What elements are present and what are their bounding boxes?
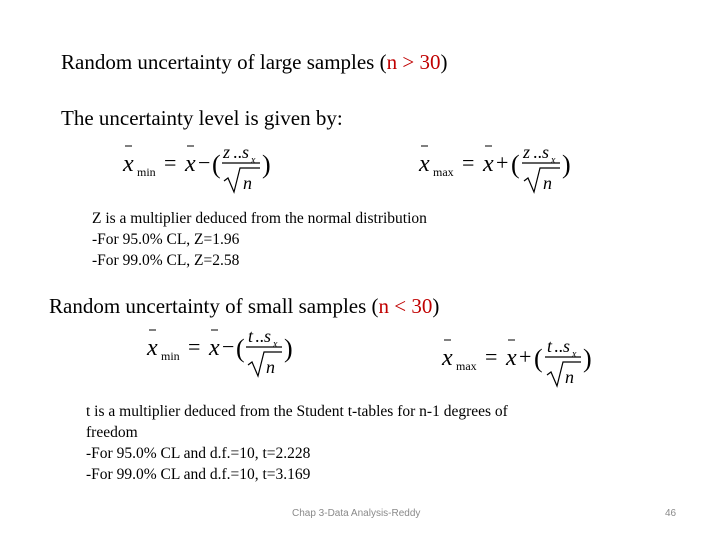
formula-x: x (123, 151, 134, 177)
formula-dots: .. (554, 336, 563, 356)
formula-s: s (542, 142, 550, 162)
formula-xbar: x (185, 151, 196, 177)
formula-n: n (243, 173, 252, 193)
note-line: -For 95.0% CL and d.f.=10, t=2.228 (86, 445, 311, 462)
heading-condition: n < 30 (378, 294, 433, 318)
formula-equals: = (485, 344, 498, 369)
formula-s-sub: x (251, 155, 256, 166)
formula-large-min (118, 136, 293, 198)
formula-s: s (264, 326, 272, 346)
note-line: -For 95.0% CL, Z=1.96 (92, 231, 240, 248)
formula-multiplier: z (523, 142, 531, 162)
heading-prefix: Random uncertainty of large samples ( (61, 50, 387, 74)
large-samples-heading (61, 52, 447, 73)
formula-open-paren: ( (212, 150, 221, 179)
heading-suffix: ) (440, 50, 448, 74)
formula-n: n (543, 173, 552, 193)
formula-operator: − (198, 150, 211, 175)
formula-close-paren: ) (262, 150, 271, 179)
formula-close-paren: ) (284, 334, 293, 363)
formula-n: n (266, 357, 275, 377)
formula-s: s (242, 142, 250, 162)
formula-multiplier: z (223, 142, 231, 162)
page-number: 46 (665, 508, 677, 519)
uncertainty-level-text: The uncertainty level is given by: (61, 106, 343, 130)
note-line: t is a multiplier deduced from the Student t-tables for n-1 degrees of (86, 403, 508, 420)
formula-sub: min (161, 349, 180, 363)
formula-x: x (442, 345, 453, 371)
formula-close-paren: ) (562, 150, 571, 179)
heading-suffix: ) (432, 294, 440, 318)
formula-equals: = (164, 150, 177, 175)
small-samples-notes (86, 401, 508, 485)
formula-dots: .. (255, 326, 264, 346)
formula-small-max (437, 330, 612, 392)
note-line: freedom (86, 424, 138, 441)
note-line: -For 99.0% CL and d.f.=10, t=3.169 (86, 466, 311, 483)
formula-x: x (147, 335, 158, 361)
formula-equals: = (462, 150, 475, 175)
small-samples-heading (49, 296, 439, 317)
formula-sub: max (433, 165, 454, 179)
formula-xbar: x (483, 151, 494, 177)
formula-s: s (563, 336, 571, 356)
formula-large-max (414, 136, 589, 198)
formula-n: n (565, 367, 574, 387)
formula-operator: − (222, 334, 235, 359)
formula-multiplier: t (248, 326, 254, 346)
large-samples-notes (92, 208, 427, 271)
formula-operator: + (519, 344, 532, 369)
formula-s-sub: x (551, 155, 556, 166)
formula-xbar: x (209, 335, 220, 361)
formula-sub: max (456, 359, 477, 373)
formula-xbar: x (506, 345, 517, 371)
note-line: Z is a multiplier deduced from the normal distribution (92, 210, 427, 227)
formula-dots: .. (533, 142, 542, 162)
formula-s-sub: x (572, 349, 577, 360)
formula-open-paren: ( (236, 334, 245, 363)
formula-open-paren: ( (534, 344, 543, 373)
formula-close-paren: ) (583, 344, 592, 373)
formula-equals: = (188, 334, 201, 359)
formula-x: x (419, 151, 430, 177)
footer-text: Chap 3-Data Analysis-Reddy (292, 508, 421, 519)
heading-prefix: Random uncertainty of small samples ( (49, 294, 379, 318)
note-line: -For 99.0% CL, Z=2.58 (92, 252, 240, 269)
heading-condition: n > 30 (386, 50, 441, 74)
formula-open-paren: ( (511, 150, 520, 179)
formula-small-min (142, 320, 317, 382)
formula-sub: min (137, 165, 156, 179)
formula-s-sub: x (273, 339, 278, 350)
formula-multiplier: t (547, 336, 553, 356)
formula-dots: .. (233, 142, 242, 162)
formula-operator: + (496, 150, 509, 175)
